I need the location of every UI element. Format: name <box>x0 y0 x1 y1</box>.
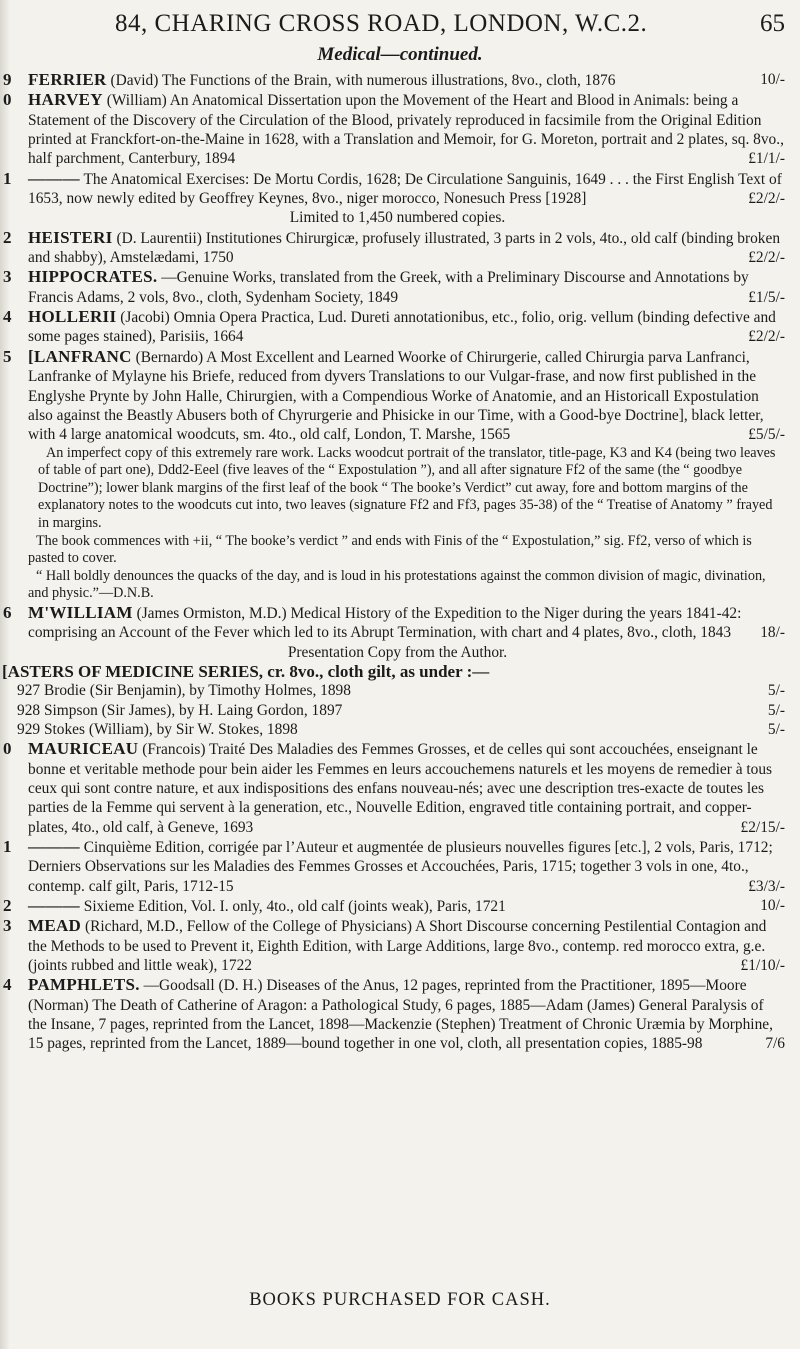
entry-number: 0 <box>3 90 12 110</box>
entry-text: (Francois) Traité Des Maladies des Femmes Grosses, et de celles qui sont accouchées, enseignant le bonne et veritable methode pour bein aider les Femmes en leurs accouchemens naturels et les moyens de remedier à tous ceux qui sont contre nature, et aux indispositions des enfans nouveau-nés; avec une description tres-exacte de toutes les parties de la Femme qui servent à la generation, etc., Nouvelle Edition, engraved title containing portrait, and copper-plates, 4to., old calf, à Geneve, 1693 <box>28 741 773 836</box>
series-item-price: 5/- <box>767 682 785 700</box>
entry-author: HOLLERII <box>28 307 117 327</box>
catalogue-entry <box>3 168 785 209</box>
entry-text: —Genuine Works, translated from the Greek, with a Preliminary Discourse and Annotations by Francis Adams, 2 vols, 8vo., cloth, Sydenham Society, 1849 <box>28 269 749 306</box>
entry-text: Cinquième Edition, corrigée par l’Auteur et augmentée de plusieurs nouvelles figures [etc.], 2 vols, Paris, 1712; Derniers Observations sur les Maladies des Femmes Grosses et Accouchées, Paris, 1715; together 3 vols in one, 4to., contemp. calf gilt, Paris, 1712-15 <box>28 839 773 895</box>
entry-price: £2/2/- <box>748 249 785 267</box>
entry-text: (Bernardo) A Most Excellent and Learned Woorke of Chirurgerie, called Chirurgia parva Lanfranci, Lanfranke of Mylayne his Briefe, reduced from dyvers Translations to our Vulgar-frase, and now first published in the Englyshe Prynte by John Halle, Chirurgien, with a Compendious Worke of Anatomie, and an Historicall Expostulation also against the Beastly Abusers both of Chyrurgerie and Phisicke in our Time, with a Good-bye Doctrine], black letter, with 4 large anatomical woodcuts, sm. 4to., old calf, London, T. Marshe, 1565 <box>28 348 764 444</box>
entry-author: MEAD <box>28 916 82 936</box>
entry-number: 4 <box>3 307 12 327</box>
series-item <box>2 720 785 739</box>
catalogue-entry <box>3 307 785 347</box>
series-item-text: Brodie (Sir Benjamin), by Timothy Holmes, 1898 <box>43 682 351 700</box>
entry-number: 6 <box>3 602 12 622</box>
entry-price: 7/6 <box>765 1035 785 1053</box>
entry-author: MAURICEAU <box>28 739 139 759</box>
entry-text: —Goodsall (D. H.) Diseases of the Anus, 12 pages, reprinted from the Practitioner, 1895—Moore (Norman) The Death of Catherine of Aragon: a Pathological Study, 6 pages, 1885—Adam (James) General Paralysis of the Insane, 7 pages, reprinted from the Lancet, 1898—Mackenzie (Stephen) Treatment of Chronic Uræmia by Morphine, 15 pages, reprinted from the Lancet, 1889—bound together in one vol, cloth, all presentation copies, 1885-98 <box>28 977 773 1053</box>
lanfranc-note: The book commences with +ii, “ The booke’s verdict ” and ends with Finis of the “ Expostulation,” sig. Ff2, verso of which is pasted to cover. <box>28 532 752 567</box>
entry-text: (James Ormiston, M.D.) Medical History of the Expedition to the Niger during the years 1841-42: comprising an Account of the Fever which led to its Abrupt Termination, with chart and 4 plates, 8vo., cloth, 1843 <box>28 604 742 642</box>
series-item-price: 5/- <box>767 701 785 719</box>
entry-text: The Anatomical Exercises: De Mortu Cordis, 1628; De Circulatione Sanguinis, 1649 . . . the First English Text of 1653, now newly edited by Geoffrey Keynes, 8vo., niger morocco, Nonesuch Press [1928] <box>28 170 782 208</box>
entry-price: 10/- <box>760 897 785 915</box>
entry-number: 1 <box>3 168 12 188</box>
entry-text: (David) The Functions of the Brain, with numerous illustrations, 8vo., cloth, 1876 <box>110 72 616 89</box>
entry-price: £5/5/- <box>748 426 785 444</box>
series-item-text: Stokes (William), by Sir W. Stokes, 1898 <box>43 720 298 738</box>
header-address: 84, CHARING CROSS ROAD, LONDON, W.C.2. <box>115 10 648 37</box>
catalogue-entry <box>3 896 785 916</box>
catalogue-entry <box>3 90 785 168</box>
entry-price: £2/2/- <box>748 190 785 208</box>
entry-author: M'WILLIAM <box>28 602 133 622</box>
entry-text: (Richard, M.D., Fellow of the College of Physicians) A Short Discourse concerning Pestilential Contagion and the Methods to be used to Prevent it, Eighth Edition, with Large Additions, large 8vo., contemp. red morocco extra, g.e. (joints rubbed and little weak), 1722 <box>28 918 767 975</box>
catalogue-entry <box>3 70 785 90</box>
entry-author: HIPPOCRATES. <box>28 267 158 287</box>
entry-number: 4 <box>3 975 12 995</box>
catalogue-entry <box>3 346 785 445</box>
entry-number: 3 <box>3 916 12 936</box>
entry-ditto: ——— <box>28 168 80 188</box>
entry-number: 0 <box>3 739 12 759</box>
entry-price: £1/5/- <box>748 288 785 306</box>
entry-text: (D. Laurentii) Institutiones Chirurgicæ, profusely illustrated, 3 parts in 2 vols, 4to., old calf (binding broken and shabby), Amstelædami, 1750 <box>28 229 781 267</box>
section-title: Medical—continued. <box>317 44 483 65</box>
series-item <box>2 681 785 700</box>
entry-price: 18/- <box>760 624 785 642</box>
entry-number: 1 <box>3 837 12 856</box>
entry-ditto: ——— <box>28 837 80 856</box>
entry-author: HEISTERI <box>28 227 113 247</box>
entry-price: £2/15/- <box>740 818 785 836</box>
catalogue-entry <box>3 267 785 307</box>
entry-ditto: ——— <box>28 896 80 916</box>
catalogue-entry <box>3 916 785 975</box>
page-footer: BOOKS PURCHASED FOR CASH. <box>249 1290 551 1310</box>
entry-price: £1/1/- <box>748 150 785 168</box>
entry-author: PAMPHLETS. <box>28 975 140 995</box>
page-number: 65 <box>760 10 785 37</box>
entry-author: HARVEY <box>28 90 103 110</box>
series-heading: [ASTERS OF MEDICINE SERIES, cr. 8vo., cloth gilt, as under :— <box>2 661 490 681</box>
entry-number: 9 <box>3 70 12 89</box>
entry-number: 2 <box>3 896 12 916</box>
entry-text: (Jacobi) Omnia Opera Practica, Lud. Dureti annotationibus, etc., folio, orig. vellum (binding defective and some pages stained), Parisiis, 1664 <box>28 309 776 346</box>
entry-note: Limited to 1,450 numbered copies. <box>289 209 506 227</box>
lanfranc-note: An imperfect copy of this extremely rare work. Lacks woodcut portrait of the translator, title-page, K3 and K4 (being two leaves of table of part one), Ddd2-Eeel (five leaves of the “ Expostulation ”), and all after signature Ff2 of the same (the “ goodbye Doctrine”); lower blank margins of the first leaf of the book “ The booke’s Verdict” cut away, fore and bottom margins of the explanatory notes to the woodcuts cut into, two leaves (signature Ff2 and Ff3, pages 35-38) of the “ Treatise of Anatomy ” frayed in margins. <box>38 444 776 531</box>
entry-price: £2/2/- <box>748 328 785 346</box>
entry-author: FERRIER <box>28 70 107 89</box>
entry-price: £1/10/- <box>740 957 785 975</box>
catalogue-entry <box>3 975 785 1053</box>
entry-text: (William) An Anatomical Dissertation upon the Movement of the Heart and Blood in Animals: being a Statement of the Discovery of the Circulation of the Blood, privately reproduced in facsimile from the Original Edition printed at Franckfort-on-the-Maine in 1628, with a Translation and Memoir, for G. Moreton, portrait and 2 plates, sq. 8vo., half parchment, Canterbury, 1894 <box>28 92 784 168</box>
catalogue-entry <box>3 739 785 837</box>
entry-note: Presentation Copy from the Author. <box>287 643 508 661</box>
series-item-price: 5/- <box>767 720 785 738</box>
catalogue-entry <box>3 227 785 268</box>
entry-number: 3 <box>3 267 12 287</box>
entry-number: 2 <box>3 227 12 247</box>
catalogue-entry <box>3 602 785 643</box>
series-item-number: 928 <box>17 701 41 719</box>
entry-text: Sixieme Edition, Vol. I. only, 4to., old calf (joints weak), Paris, 1721 <box>83 898 506 916</box>
catalogue-body <box>2 70 785 1054</box>
series-item <box>2 701 785 720</box>
entry-price: £3/3/- <box>748 877 785 895</box>
series-item-text: Simpson (Sir James), by H. Laing Gordon, 1897 <box>43 701 343 719</box>
series-item-number: 929 <box>17 720 41 738</box>
catalogue-entry <box>3 837 785 896</box>
entry-author: [LANFRANC <box>28 346 132 366</box>
entry-price: 10/- <box>760 71 785 88</box>
lanfranc-quote: “ Hall boldly denounces the quacks of the day, and is loud in his protestations against the common division of magic, divination, and physic.”—D.N.B. <box>28 567 766 602</box>
entry-number: 5 <box>3 346 12 366</box>
series-item-number: 927 <box>17 682 41 700</box>
page-header <box>0 6 800 42</box>
